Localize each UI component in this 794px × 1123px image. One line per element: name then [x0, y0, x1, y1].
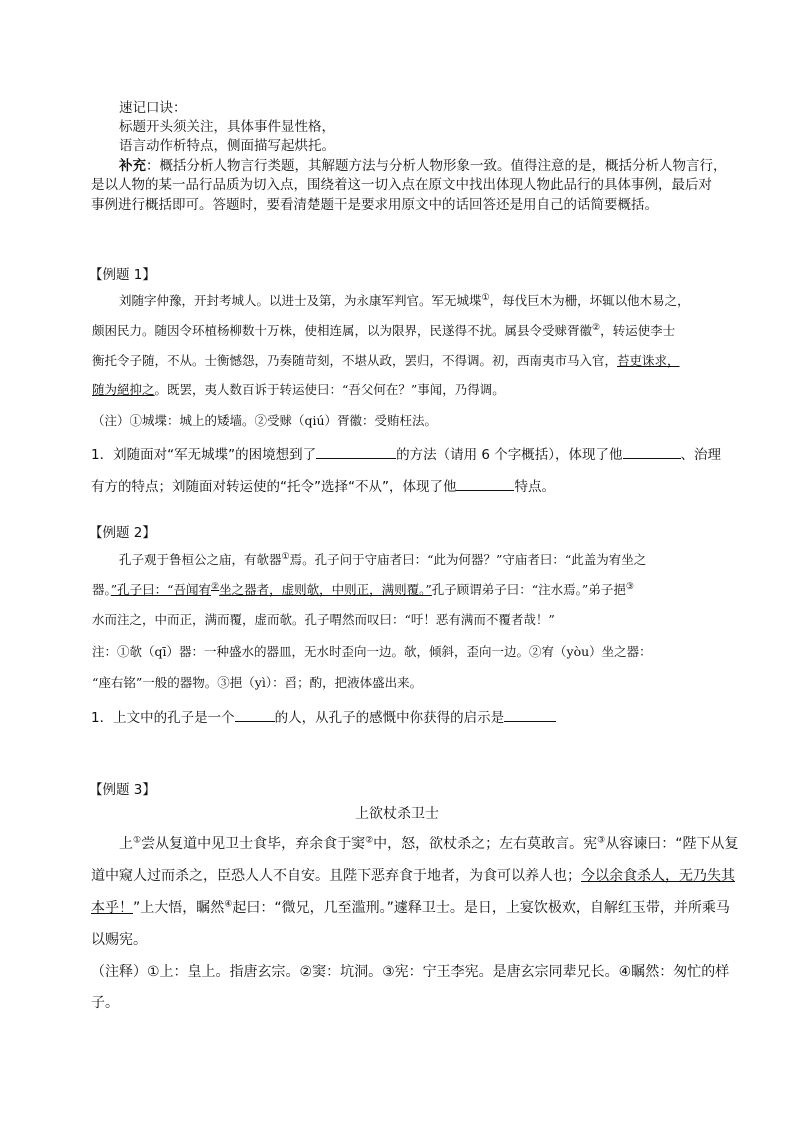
underlined-text: ”孔子曰：“吾闻宥: [110, 582, 212, 597]
example-3-note-2: 子。: [91, 995, 119, 1011]
example-2-note-1: 注：①欹（qī）器：一种盛水的器皿，无水时歪向一边。欹，倾斜，歪向一边。②宥（yòu）坐之器：: [92, 644, 652, 659]
text: 有方的特点；刘随面对转运使的“托令”选择“不从”，体现了他: [91, 479, 457, 495]
example-1-question-line-1: [91, 443, 721, 463]
answer-blank[interactable]: [623, 444, 681, 459]
text: ，每伐巨木为栅，坏辄以他木易之，: [489, 293, 690, 308]
text: 中，怒，欲杖杀之；左右莫敢言。宪: [373, 836, 598, 852]
underlined-text: 本乎！: [91, 900, 133, 916]
mnemonic-heading: 速记口诀：: [119, 100, 187, 116]
example-2-line-2: [92, 580, 634, 598]
underlined-text: 随为絕抑之: [92, 382, 155, 397]
mnemonic-line-2: 语言动作析特点，侧面描写起烘托。: [119, 138, 335, 154]
text: 从容谏曰：“陛下从复: [605, 836, 739, 852]
example-1-question-line-2: [91, 475, 555, 495]
answer-blank[interactable]: [456, 476, 514, 491]
text: 衡托令子随，不从。士衡憾怨，乃奏随苛刻，不堪从政，罢归，不得调。初，西南夷市马入官，: [92, 353, 618, 368]
text: 颇困民力。随因令环植杨柳数十万株，使相连属，以为限界，民遂得不扰。属县令受赇: [92, 323, 568, 338]
example-1-line-4: [92, 380, 505, 398]
text: 的方法（请用 6 个字概括），体现了他: [396, 447, 623, 463]
example-1-heading: 【例题 1】: [89, 267, 156, 283]
text: 。既罢，夷人数百诉于转运使曰：“吾父何在？”事闻，乃得调。: [154, 382, 505, 397]
text: 器。: [92, 582, 111, 597]
text: 1．刘随面对“军无城堞”的困境想到了: [91, 447, 317, 463]
text: 焉。孔子问于守庙者曰：“此为何器？”守庙者曰：“此盖为宥坐之: [289, 552, 647, 567]
example-3-line-1: [119, 833, 739, 853]
footnote-mark: ①: [133, 835, 142, 846]
text: 1．上文中的孔子是一个: [91, 710, 235, 726]
underlined-text: 今以余食杀人，无乃失其: [581, 868, 735, 884]
text: ”上大悟，瞩然: [133, 900, 225, 916]
supplement-line-1: [119, 154, 727, 174]
underlined-text: 坐之器者，虚则欹，中则正，满则覆。”: [219, 582, 432, 597]
text: 上: [119, 836, 133, 852]
footnote-mark: ③: [597, 835, 606, 846]
example-1-line-2: [92, 321, 675, 339]
example-3-title-wrap: [0, 803, 794, 823]
example-2-heading: 【例题 2】: [89, 525, 156, 541]
answer-blank[interactable]: [504, 707, 556, 722]
text: 孔子顾谓弟子曰：“注水焉。”弟子挹: [431, 582, 626, 597]
example-3-line-2: [91, 865, 735, 885]
text: 刘随字仲豫，开封考城人。以进士及第，为永康军判官。军无城堞: [119, 293, 482, 308]
example-2-note-2: “座右铭”一般的器物。③挹（yì）：舀；酌，把液体盛出来。: [92, 675, 423, 690]
text: 胥徽: [567, 323, 593, 338]
mnemonic-line-1: 标题开头须关注，具体事件显性格，: [119, 119, 335, 135]
answer-blank[interactable]: [235, 707, 275, 722]
footnote-mark: ②: [211, 581, 220, 592]
underlined-text: 苔吏诛求，: [617, 353, 680, 368]
example-3-heading: 【例题 3】: [89, 782, 156, 798]
text: 、治理: [680, 447, 721, 463]
footnote-mark: ④: [224, 899, 233, 910]
text: 尝从复道中见卫士食毕，弃余食于窦: [141, 836, 366, 852]
text: 道中窥人过而杀之，臣恐人人不自安。且陛下恶弃食于地者，为食可以养人也；: [91, 868, 581, 884]
footnote-mark: ①: [281, 551, 290, 562]
answer-blank[interactable]: [316, 444, 396, 459]
supplement-text-1: ：概括分析人物言行类题，其解题方法与分析人物形象一致。值得注意的是，概括分析人物言行，: [146, 158, 727, 174]
footnote-mark: ②: [365, 835, 374, 846]
example-3-note-1: （注释）①上：皇上。指唐玄宗。②窦：坑洞。③宪：宁王李宪。是唐玄宗同辈兄长。④瞩然：匆忙的样: [91, 964, 730, 980]
example-1-note: （注）①城堞：城上的矮墙。②受赇（qiú）胥徽：受贿枉法。: [92, 413, 438, 428]
example-2-question: [91, 706, 556, 726]
supplement-line-3: 事例进行概括即可。答题时，要看清楚题干是要求用原文中的话回答还是用自己的话简要概括。: [91, 197, 658, 213]
example-2-line-3: 水而注之，中而正，满而覆，虚而欹。孔子喟然而叹曰：“吁！恶有满而不覆者哉！”: [92, 612, 555, 627]
footnote-mark: ①: [481, 292, 490, 303]
text: 起曰：“微兄，几至滥刑。”遽释卫士。是日，上宴饮极欢，自解红玉带，并所乘马: [232, 900, 730, 916]
example-3-line-3: [91, 897, 730, 917]
example-1-line-3: [92, 351, 680, 369]
footnote-mark: ②: [592, 322, 601, 333]
example-1-line-1: [119, 291, 690, 309]
text: 孔子观于鲁桓公之庙，有欹器: [119, 552, 282, 567]
text: 特点。: [514, 479, 555, 495]
example-3-title: 上欲杖杀卫士: [355, 806, 439, 822]
example-2-line-1: [119, 550, 646, 568]
footnote-mark: ③: [625, 581, 634, 592]
text: ，转运使李士: [600, 323, 676, 338]
example-3-line-4: 以赐宪。: [91, 932, 147, 948]
supplement-label: 补充: [119, 158, 146, 174]
supplement-line-2: 是以人物的某一品行品质为切入点，围绕着这一切入点在原文中找出体现人物此品行的具体事例，最后对: [91, 177, 712, 193]
text: 的人，从孔子的感慨中你获得的启示是: [274, 710, 505, 726]
